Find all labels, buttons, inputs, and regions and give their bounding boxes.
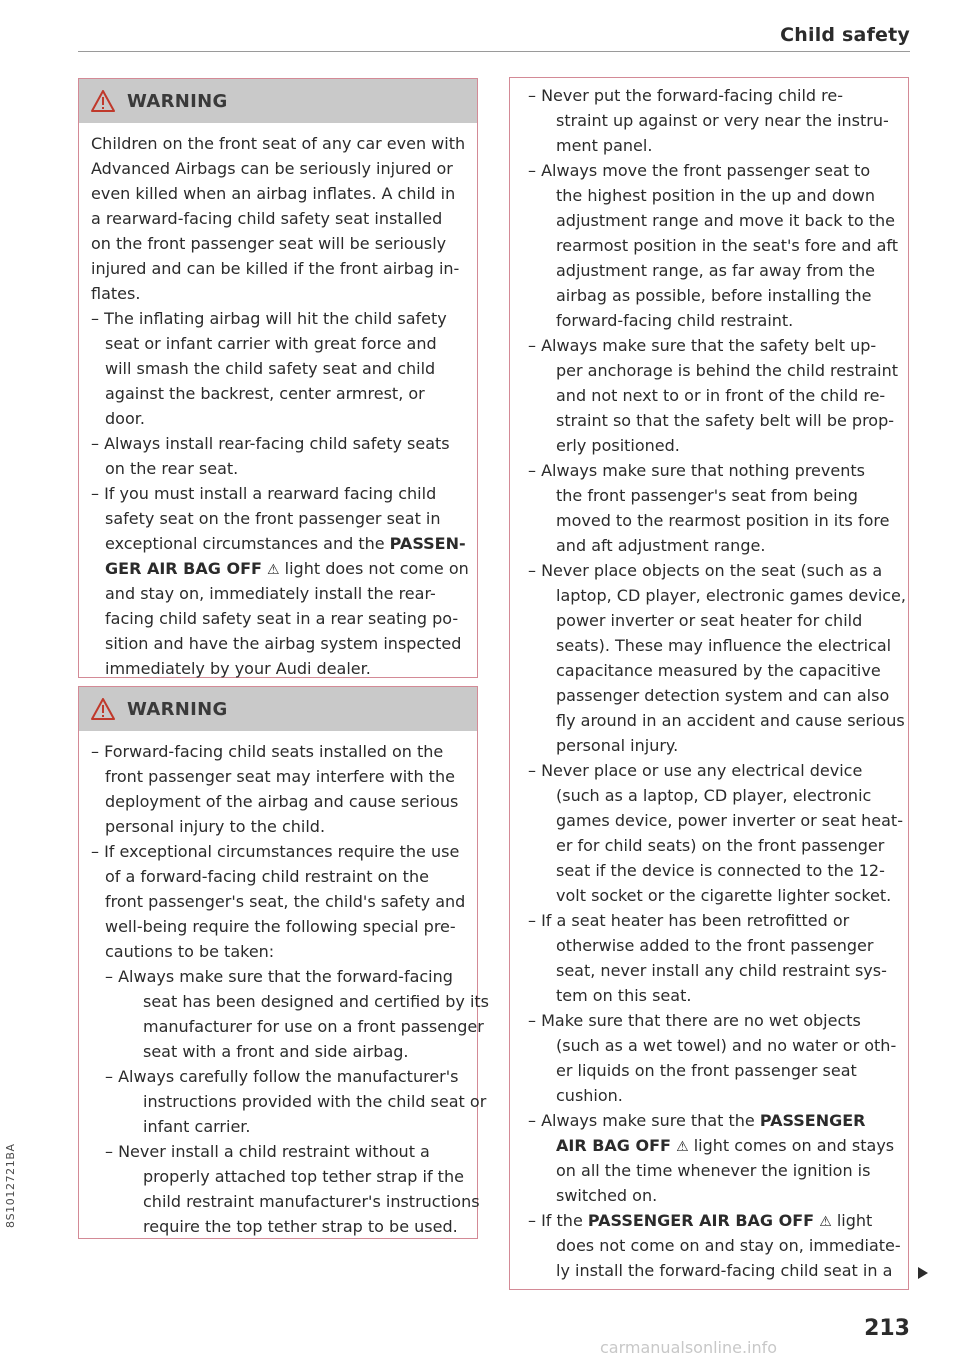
text-line: personal injury. bbox=[556, 736, 679, 755]
list-item: – Always make sure that the safety belt up- bbox=[528, 336, 877, 355]
text-line: sition and have the airbag system inspected bbox=[105, 634, 462, 653]
text-line bbox=[91, 531, 467, 556]
text-line: seat with a front and side airbag. bbox=[143, 1042, 409, 1061]
airbag-off-icon: ⚠︎ bbox=[819, 1214, 832, 1230]
list-item: – If you must install a rearward facing child bbox=[91, 484, 437, 503]
text-line: switched on. bbox=[556, 1186, 658, 1205]
text-run: – Always make sure that the bbox=[528, 1111, 760, 1130]
list-item: – Never put the forward-facing child re- bbox=[528, 86, 843, 105]
list-item: – Make sure that there are no wet objects bbox=[528, 1011, 861, 1030]
text-line: fly around in an accident and cause serious bbox=[556, 711, 905, 730]
list-item: – The inflating airbag will hit the child safety bbox=[91, 309, 447, 328]
text-line: cautions to be taken: bbox=[105, 942, 275, 961]
text-line: moved to the rearmost position in its fore bbox=[556, 511, 890, 530]
text-line: flates. bbox=[91, 284, 141, 303]
text-line: manufacturer for use on a front passenger bbox=[143, 1017, 484, 1036]
text-line: seat if the device is connected to the 12- bbox=[556, 861, 885, 880]
text-line: personal injury to the child. bbox=[105, 817, 326, 836]
continue-arrow-icon bbox=[918, 1267, 928, 1279]
text-line: facing child safety seat in a rear seating po- bbox=[105, 609, 459, 628]
text-line: and aft adjustment range. bbox=[556, 536, 766, 555]
warning-text bbox=[510, 83, 908, 1283]
text-line: otherwise added to the front passenger bbox=[556, 936, 874, 955]
text-line: erly positioned. bbox=[556, 436, 680, 455]
text-line: Advanced Airbags can be seriously injured or bbox=[91, 159, 453, 178]
text-run: exceptional circumstances and the bbox=[105, 534, 390, 553]
text-line: (such as a wet towel) and no water or oth- bbox=[556, 1036, 897, 1055]
text-run: light bbox=[831, 1211, 873, 1230]
list-item bbox=[528, 1208, 896, 1233]
text-line: safety seat on the front passenger seat in bbox=[105, 509, 441, 528]
text-line: front passenger seat may interfere with the bbox=[105, 767, 455, 786]
text-run: light does not come on bbox=[279, 559, 469, 578]
text-line: well-being require the following special pre- bbox=[105, 917, 456, 936]
text-line: seat or infant carrier with great force and bbox=[105, 334, 437, 353]
warning-heading: WARNING bbox=[127, 90, 228, 112]
text-line: airbag as possible, before installing the bbox=[556, 286, 872, 305]
text-line: seat, never install any child restraint sys- bbox=[556, 961, 887, 980]
text-line: door. bbox=[105, 409, 145, 428]
text-line: adjustment range, as far away from the bbox=[556, 261, 875, 280]
section-title: Child safety bbox=[780, 24, 910, 46]
text-line: the front passenger's seat from being bbox=[556, 486, 858, 505]
text-line bbox=[528, 1133, 896, 1158]
warning-triangle-icon bbox=[91, 698, 115, 720]
warning-header bbox=[79, 687, 477, 731]
bold-term: GER AIR BAG OFF bbox=[105, 559, 262, 578]
bold-term: PASSEN- bbox=[389, 534, 466, 553]
text-line: seat has been designed and certified by its bbox=[143, 992, 489, 1011]
warning-text bbox=[79, 731, 489, 1239]
text-line: seats). These may influence the electrical bbox=[556, 636, 892, 655]
text-line: power inverter or seat heater for child bbox=[556, 611, 863, 630]
list-item: – Always move the front passenger seat to bbox=[528, 161, 871, 180]
text-line: capacitance measured by the capacitive bbox=[556, 661, 881, 680]
text-line: on the front passenger seat will be seriously bbox=[91, 234, 447, 253]
text-line: does not come on and stay on, immediate- bbox=[556, 1236, 901, 1255]
text-line: infant carrier. bbox=[143, 1117, 251, 1136]
list-item: – If a seat heater has been retrofitted or bbox=[528, 911, 850, 930]
text-line: ment panel. bbox=[556, 136, 653, 155]
text-line: straint so that the safety belt will be prop- bbox=[556, 411, 895, 430]
list-item: – Never place or use any electrical device bbox=[528, 761, 863, 780]
text-line: Children on the front seat of any car even with bbox=[91, 134, 466, 153]
warning-header bbox=[79, 79, 477, 123]
warning-box-2 bbox=[78, 686, 489, 1239]
list-item: – Forward-facing child seats installed on the bbox=[91, 742, 444, 761]
warning-heading: WARNING bbox=[127, 698, 228, 720]
warning-box-1 bbox=[78, 78, 478, 678]
text-line: straint up against or very near the instru- bbox=[556, 111, 889, 130]
sub-list-item: – Never install a child restraint without a bbox=[105, 1142, 430, 1161]
text-line: and stay on, immediately install the rear- bbox=[105, 584, 436, 603]
text-line: will smash the child safety seat and child bbox=[105, 359, 436, 378]
page-number: 213 bbox=[864, 1316, 910, 1341]
list-item: – Always install rear-facing child safety seats bbox=[91, 434, 450, 453]
sub-list-item: – Always carefully follow the manufacturer's bbox=[105, 1067, 459, 1086]
text-line: forward-facing child restraint. bbox=[556, 311, 794, 330]
text-line: of a forward-facing child restraint on the bbox=[105, 867, 429, 886]
text-line: on the rear seat. bbox=[105, 459, 239, 478]
warning-box-continued bbox=[509, 77, 909, 1290]
watermark: carmanualsonline.info bbox=[600, 1338, 778, 1357]
text-line: against the backrest, center armrest, or bbox=[105, 384, 425, 403]
sub-list-item: – Always make sure that the forward-facing bbox=[105, 967, 453, 986]
text-line: volt socket or the cigarette lighter socket. bbox=[556, 886, 892, 905]
text-line: per anchorage is behind the child restraint bbox=[556, 361, 898, 380]
text-line: tem on this seat. bbox=[556, 986, 692, 1005]
text-run: light comes on and stays bbox=[688, 1136, 895, 1155]
text-line: ly install the forward-facing child seat in a bbox=[556, 1261, 893, 1280]
text-line: front passenger's seat, the child's safety and bbox=[105, 892, 466, 911]
text-line: passenger detection system and can also bbox=[556, 686, 890, 705]
text-line: even killed when an airbag inflates. A child in bbox=[91, 184, 456, 203]
header-rule bbox=[78, 51, 910, 52]
text-line: er for child seats) on the front passenger bbox=[556, 836, 885, 855]
text-line: properly attached top tether strap if the bbox=[143, 1167, 464, 1186]
text-line: laptop, CD player, electronic games device, bbox=[556, 586, 906, 605]
list-item bbox=[528, 1108, 896, 1133]
document-code: 8S1012721BA bbox=[4, 1143, 17, 1228]
text-line: rearmost position in the seat's fore and aft bbox=[556, 236, 898, 255]
text-line: deployment of the airbag and cause serious bbox=[105, 792, 459, 811]
text-line: on all the time whenever the ignition is bbox=[556, 1161, 871, 1180]
warning-text bbox=[79, 123, 477, 681]
list-item: – Always make sure that nothing prevents bbox=[528, 461, 865, 480]
text-line: injured and can be killed if the front airbag in- bbox=[91, 259, 460, 278]
text-line: instructions provided with the child seat or bbox=[143, 1092, 487, 1111]
warning-triangle-icon bbox=[91, 90, 115, 112]
text-line: and not next to or in front of the child re- bbox=[556, 386, 886, 405]
text-line: (such as a laptop, CD player, electronic bbox=[556, 786, 872, 805]
text-line bbox=[91, 556, 467, 581]
airbag-off-icon: ⚠︎ bbox=[267, 562, 280, 578]
text-line: games device, power inverter or seat heat- bbox=[556, 811, 903, 830]
text-line: adjustment range and move it back to the bbox=[556, 211, 895, 230]
text-line: cushion. bbox=[556, 1086, 623, 1105]
text-line: er liquids on the front passenger seat bbox=[556, 1061, 857, 1080]
bold-term: PASSENGER bbox=[759, 1111, 866, 1130]
bold-term: PASSENGER AIR BAG OFF bbox=[587, 1211, 815, 1230]
text-line: the highest position in the up and down bbox=[556, 186, 875, 205]
text-line: child restraint manufacturer's instructions bbox=[143, 1192, 480, 1211]
text-line: a rearward-facing child safety seat installed bbox=[91, 209, 443, 228]
text-run: – If the bbox=[528, 1211, 588, 1230]
text-line: immediately by your Audi dealer. bbox=[105, 659, 371, 678]
text-line: require the top tether strap to be used. bbox=[143, 1217, 458, 1236]
airbag-off-icon: ⚠︎ bbox=[676, 1139, 689, 1155]
list-item: – Never place objects on the seat (such as a bbox=[528, 561, 883, 580]
list-item: – If exceptional circumstances require the use bbox=[91, 842, 460, 861]
bold-term: AIR BAG OFF bbox=[556, 1136, 671, 1155]
